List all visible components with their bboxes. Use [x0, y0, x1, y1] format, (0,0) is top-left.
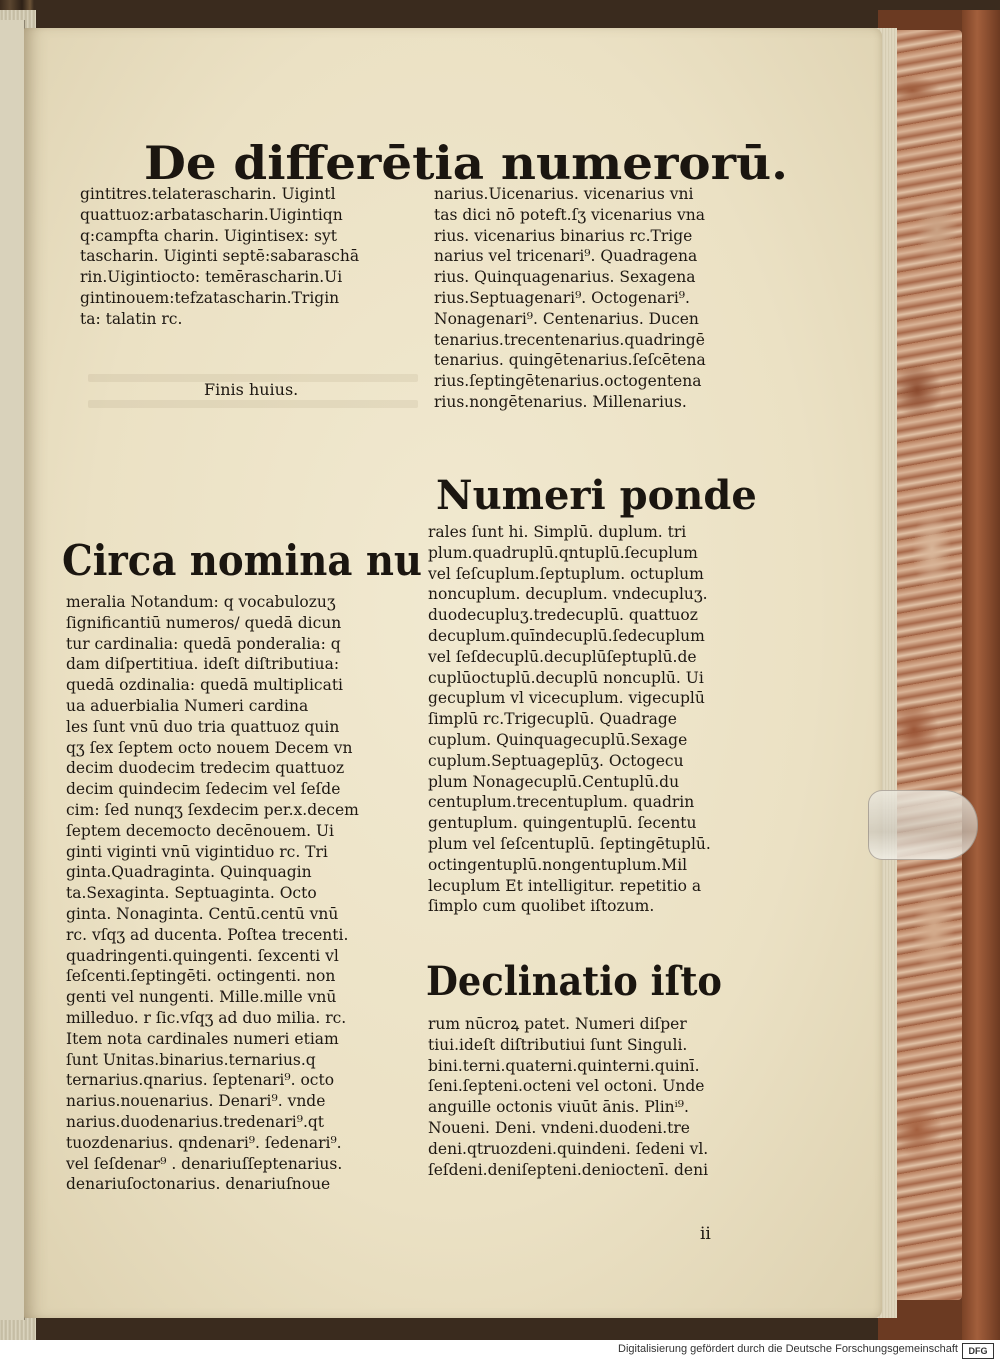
dfg-logo: DFG	[962, 1343, 994, 1359]
text-line: rales ſunt hi. Simplū. duplum. tri	[428, 523, 687, 541]
show-through	[88, 400, 418, 408]
text-line: ſeni.ſepteni.octeni vel octoni. Unde	[428, 1077, 705, 1096]
text-line: rius.Septuagenari⁹. Octogenari⁹.	[434, 288, 690, 307]
text-line: quadringenti.quingenti. ſexcenti vl	[66, 946, 339, 965]
text-line: decim quindecim ſedecim vel ſeſde	[66, 780, 341, 799]
text-line: ſignificantiū numeros/ quedā dicun	[66, 613, 342, 632]
text-line: ſunt Unitas.binarius.ternarius.q	[66, 1050, 316, 1069]
text-line: ſimplo cum quolibet iſtozum.	[428, 897, 655, 916]
left-column-main	[66, 592, 359, 1195]
text-line: tascharin. Uiginti septē:sabaraschā	[80, 247, 360, 266]
text-line: tenarius.trecentenarius.quadringē	[434, 330, 705, 349]
text-line: dam diſpertitiua. ideſt diſtributiua:	[66, 655, 340, 674]
text-line: rin.Uigintiocto: temērascharin.Ui	[80, 268, 343, 287]
text-line: plum vel ſeſcentuplū. ſeptingētuplū.	[428, 834, 711, 853]
text-line: Noueni. Deni. vndeni.duodeni.tre	[428, 1118, 690, 1137]
text-line: octingentuplū.nongentuplum.Mil	[428, 855, 688, 874]
foliation-mark: ii	[700, 1224, 711, 1244]
footer-credit: Digitalisierung gefördert durch die Deutsche Forschungsgemeinschaft	[618, 1343, 958, 1355]
right-column-top	[434, 184, 706, 413]
text-line: plum Nonagecuplū.Centuplū.du	[428, 772, 680, 791]
text-line: ua aduerbialia Numeri cardina	[66, 696, 309, 715]
text-line: bini.terni.quaterni.quinterni.quinī.	[428, 1056, 700, 1075]
text-line: ſeptem decemocto decēnouem. Ui	[66, 821, 334, 840]
text-line: ginta.Quadraginta. Quinquagin	[66, 863, 312, 882]
text-line: q:campfta charin. Uigintisex: syt	[80, 226, 337, 245]
text-line: quedā ozdinalia: quedā multiplicati	[66, 676, 344, 695]
finis-line: Finis huius.	[204, 380, 299, 399]
text-line: Nonagenari⁹. Centenarius. Ducen	[434, 309, 699, 328]
running-head: De differētia numerorū.	[144, 136, 788, 190]
text-line: cuplum. Quinquagecuplū.Sexage	[428, 730, 688, 749]
text-line: denariuſoctonarius. denariuſnoue	[66, 1175, 331, 1194]
text-line: rum nūcroꝝ patet. Numeri diſper	[428, 1015, 687, 1033]
text-line: ta.Sexaginta. Septuaginta. Octo	[66, 884, 317, 903]
left-column-top	[80, 184, 359, 330]
text-line: narius.Uicenarius. vicenarius vni	[434, 185, 694, 203]
text-line: decim duodecim tredecim quattuoz	[66, 759, 345, 778]
text-line: tuozdenarius. qndenari⁹. ſedenari⁹.	[66, 1133, 342, 1152]
text-line: gintinouem:tefzatascharin.Trigin	[80, 288, 340, 307]
text-line: vel ſeſdecuplū.decuplūſeptuplū.de	[428, 647, 697, 666]
text-line: cuplūoctuplū.decuplū noncuplū. Ui	[428, 668, 704, 687]
right-column-bottom	[428, 1014, 708, 1180]
heading-circa-nomina: Circa nomina nu	[62, 536, 423, 585]
glass-page-holder	[868, 790, 978, 860]
text-line: gecuplum vl vicecuplum. vigecuplū	[428, 689, 705, 708]
text-line: vel ſeſdenar⁹ . denariuſſeptenarius.	[66, 1154, 343, 1173]
text-line: tas dici nō poteft.ſʒ vicenarius vna	[434, 205, 706, 224]
text-line: gintitres.telaterascharin. Uigintl	[80, 185, 336, 203]
text-line: anguille octonis viuūt ānis. Plinⁱ⁹.	[428, 1098, 689, 1117]
text-line: deni.qtruozdeni.quindeni. ſedeni vl.	[428, 1139, 709, 1158]
text-line: gentuplum. quingentuplū. ſecentu	[428, 814, 697, 833]
facing-page-sliver	[0, 20, 25, 1320]
text-line: rc. vſqʒ ad ducenta. Poſtea trecenti.	[66, 925, 349, 944]
text-line: rius. Quinquagenarius. Sexagena	[434, 268, 696, 287]
text-line: narius vel tricenari⁹. Quadragena	[434, 247, 698, 266]
text-line: ginti viginti vnū vigintiduo rc. Tri	[66, 842, 328, 861]
text-line: cuplum.Septuageplūʒ. Octogecu	[428, 751, 684, 770]
text-line: cim: ſed nunqʒ ſexdecim per.x.decem	[66, 800, 359, 819]
text-line: rius. vicenarius binarius rc.Trige	[434, 226, 693, 245]
heading-declinatio: Declinatio iſto	[426, 958, 722, 1005]
text-line: narius.duodenarius.tredenari⁹.qt	[66, 1112, 325, 1131]
text-line: qʒ ſex ſeptem octo nouem Decem vn	[66, 738, 353, 757]
text-line: narius.nouenarius. Denari⁹. vnde	[66, 1092, 326, 1111]
text-line: ginta. Nonaginta. Centū.centū vnū	[66, 904, 339, 923]
text-line: Item nota cardinales numeri etiam	[66, 1029, 339, 1048]
text-line: vel ſeſcuplum.ſeptuplum. octuplum	[428, 564, 704, 583]
footer-bar	[0, 1340, 1000, 1361]
text-line: rius.nongētenarius. Millenarius.	[434, 392, 687, 411]
text-line: quattuoz:arbatascharin.Uigintiqn	[80, 205, 343, 224]
text-line: noncuplum. decuplum. vndecupluʒ.	[428, 585, 708, 604]
text-line: lecuplum Et intelligitur. repetitio a	[428, 876, 702, 895]
show-through	[88, 374, 418, 382]
text-line: tenarius. quingētenarius.ſeſcētena	[434, 351, 706, 370]
text-line: ſeſdeni.deniſepteni.denioctenī. deni	[428, 1160, 709, 1179]
text-line: les ſunt vnū duo tria quattuoz quin	[66, 717, 340, 736]
text-line: duodecupluʒ.tredecuplū. quattuoz	[428, 606, 698, 625]
text-line: genti vel nungenti. Mille.mille vnū	[66, 988, 337, 1007]
right-column-middle	[428, 522, 711, 917]
text-line: decuplum.quīndecuplū.ſedecuplum	[428, 626, 705, 645]
heading-numeri-ponderales: Numeri ponde	[436, 472, 757, 519]
text-line: tiui.ideſt diſtributiui ſunt Singuli.	[428, 1035, 688, 1054]
text-line: ſeſcenti.ſeptingēti. octingenti. non	[66, 967, 336, 986]
cover-board-edge	[962, 10, 1000, 1340]
text-line: tur cardinalia: quedā ponderalia: q	[66, 634, 341, 653]
text-line: meralia Notandum: q vocabulozuʒ	[66, 593, 336, 611]
text-line: plum.quadruplū.qntuplū.ſecuplum	[428, 543, 698, 562]
text-line: ternarius.qnarius. ſeptenari⁹. octo	[66, 1071, 335, 1090]
text-line: milleduo. r ſic.vſqʒ ad duo milia. rc.	[66, 1008, 347, 1027]
text-line: centuplum.trecentuplum. quadrin	[428, 793, 695, 812]
marbled-endpaper	[892, 30, 962, 1300]
text-line: ſimplū rc.Trigecuplū. Quadrage	[428, 710, 677, 729]
text-line: ta: talatin rc.	[80, 309, 183, 328]
text-line: rius.ſeptingētenarius.octogentena	[434, 372, 702, 391]
book-page	[24, 28, 882, 1318]
